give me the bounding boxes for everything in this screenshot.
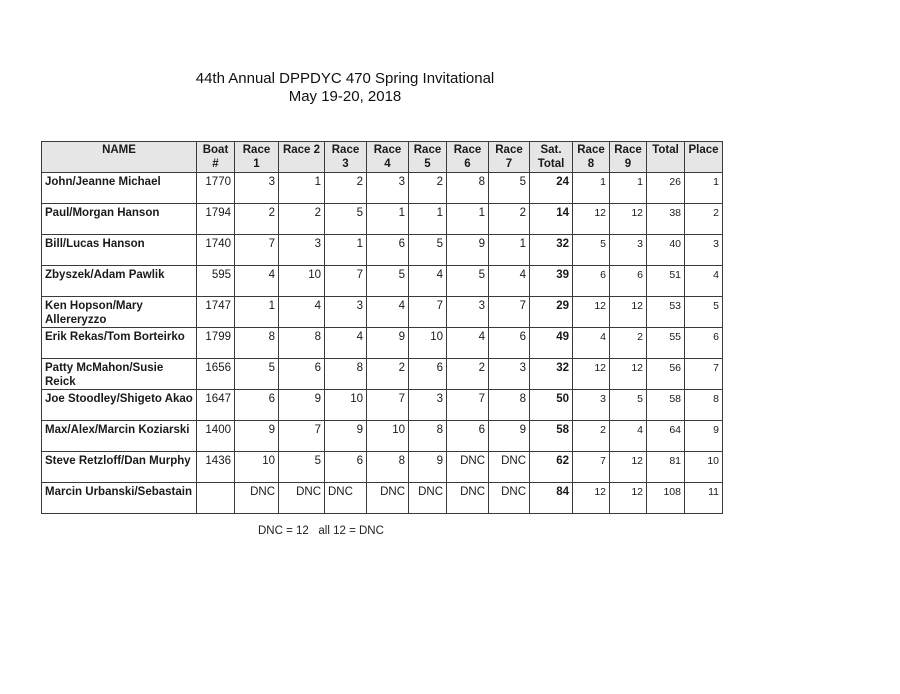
dnc-footnote: DNC = 12 all 12 = DNC — [258, 525, 384, 537]
cell-total: 56 — [647, 359, 685, 390]
cell-race-5: 8 — [409, 421, 447, 452]
cell-total: 40 — [647, 235, 685, 266]
cell-race-2: 7 — [279, 421, 325, 452]
cell-race-5: 3 — [409, 390, 447, 421]
cell-race-9: 6 — [610, 266, 647, 297]
cell-race-2: DNC — [279, 483, 325, 514]
cell-sat-total: 49 — [530, 328, 573, 359]
cell-race-3: 4 — [325, 328, 367, 359]
table-row — [42, 390, 723, 421]
cell-race-6: 8 — [447, 173, 489, 204]
cell-race-4: 4 — [367, 297, 409, 328]
cell-total: 58 — [647, 390, 685, 421]
cell-race-6: 2 — [447, 359, 489, 390]
cell-race-4: 8 — [367, 452, 409, 483]
cell-race-3: 1 — [325, 235, 367, 266]
table-row — [42, 204, 723, 235]
cell-total: 51 — [647, 266, 685, 297]
col-header-total: Total — [647, 142, 685, 173]
cell-race-9: 12 — [610, 452, 647, 483]
col-header-race-4: Race 4 — [367, 142, 409, 173]
cell-sat-total: 39 — [530, 266, 573, 297]
cell-sat-total: 24 — [530, 173, 573, 204]
cell-sat-total: 32 — [530, 359, 573, 390]
cell-race-1: 4 — [235, 266, 279, 297]
cell-race-4: 6 — [367, 235, 409, 266]
cell-place: 2 — [685, 204, 723, 235]
cell-race-7: 1 — [489, 235, 530, 266]
col-header-race-2: Race 2 — [279, 142, 325, 173]
cell-place: 1 — [685, 173, 723, 204]
cell-race-4: DNC — [367, 483, 409, 514]
table-row — [42, 452, 723, 483]
cell-place: 3 — [685, 235, 723, 266]
cell-race-2: 3 — [279, 235, 325, 266]
cell-race-6: DNC — [447, 483, 489, 514]
table-row — [42, 328, 723, 359]
cell-total: 108 — [647, 483, 685, 514]
cell-race-2: 2 — [279, 204, 325, 235]
cell-race-3: 10 — [325, 390, 367, 421]
cell-total: 53 — [647, 297, 685, 328]
cell-name: Steve Retzloff/Dan Murphy — [42, 452, 197, 483]
cell-sat-total: 50 — [530, 390, 573, 421]
cell-race-1: 5 — [235, 359, 279, 390]
cell-place: 4 — [685, 266, 723, 297]
cell-total: 38 — [647, 204, 685, 235]
cell-name: Marcin Urbanski/Sebastain — [42, 483, 197, 514]
cell-name: Zbyszek/Adam Pawlik — [42, 266, 197, 297]
cell-race-3: 3 — [325, 297, 367, 328]
cell-sat-total: 29 — [530, 297, 573, 328]
cell-race-6: 7 — [447, 390, 489, 421]
cell-race-2: 4 — [279, 297, 325, 328]
cell-race-5: 6 — [409, 359, 447, 390]
cell-race-3: 2 — [325, 173, 367, 204]
cell-race-3: 6 — [325, 452, 367, 483]
cell-race-7: DNC — [489, 452, 530, 483]
cell-race-7: 4 — [489, 266, 530, 297]
col-header-boat: Boat # — [197, 142, 235, 173]
cell-race-7: 3 — [489, 359, 530, 390]
cell-race-1: 7 — [235, 235, 279, 266]
cell-race-8: 7 — [573, 452, 610, 483]
cell-place: 9 — [685, 421, 723, 452]
cell-race-2: 6 — [279, 359, 325, 390]
cell-boat: 1747 — [197, 297, 235, 328]
col-header-name: NAME — [42, 142, 197, 173]
cell-race-5: 7 — [409, 297, 447, 328]
cell-place: 5 — [685, 297, 723, 328]
cell-race-3: 9 — [325, 421, 367, 452]
cell-name: Patty McMahon/Susie Reick — [42, 359, 197, 390]
col-header-place: Place — [685, 142, 723, 173]
col-header-race-1: Race 1 — [235, 142, 279, 173]
results-body — [42, 173, 723, 514]
cell-race-6: 4 — [447, 328, 489, 359]
cell-race-8: 5 — [573, 235, 610, 266]
cell-race-7: DNC — [489, 483, 530, 514]
event-dates: May 19-20, 2018 — [288, 88, 402, 105]
cell-race-3: 7 — [325, 266, 367, 297]
cell-race-4: 3 — [367, 173, 409, 204]
cell-boat: 595 — [197, 266, 235, 297]
table-row — [42, 421, 723, 452]
cell-race-2: 5 — [279, 452, 325, 483]
cell-boat: 1770 — [197, 173, 235, 204]
table-row — [42, 483, 723, 514]
results-table — [41, 141, 723, 514]
cell-race-9: 12 — [610, 483, 647, 514]
cell-total: 81 — [647, 452, 685, 483]
cell-place: 10 — [685, 452, 723, 483]
table-row — [42, 235, 723, 266]
cell-name: Paul/Morgan Hanson — [42, 204, 197, 235]
cell-race-6: 1 — [447, 204, 489, 235]
cell-race-2: 8 — [279, 328, 325, 359]
cell-boat: 1400 — [197, 421, 235, 452]
cell-race-5: 4 — [409, 266, 447, 297]
cell-race-2: 1 — [279, 173, 325, 204]
cell-race-7: 6 — [489, 328, 530, 359]
table-row — [42, 266, 723, 297]
cell-race-9: 12 — [610, 359, 647, 390]
col-header-race-7: Race 7 — [489, 142, 530, 173]
event-title: 44th Annual DPPDYC 470 Spring Invitational — [195, 70, 495, 87]
cell-race-6: 9 — [447, 235, 489, 266]
cell-race-5: 2 — [409, 173, 447, 204]
cell-race-6: 6 — [447, 421, 489, 452]
col-header-race-8: Race 8 — [573, 142, 610, 173]
cell-sat-total: 84 — [530, 483, 573, 514]
cell-boat: 1656 — [197, 359, 235, 390]
cell-race-3: DNC — [325, 483, 367, 514]
cell-race-8: 12 — [573, 483, 610, 514]
cell-race-1: DNC — [235, 483, 279, 514]
cell-race-1: 2 — [235, 204, 279, 235]
cell-race-8: 3 — [573, 390, 610, 421]
cell-race-7: 7 — [489, 297, 530, 328]
cell-race-9: 3 — [610, 235, 647, 266]
cell-name: Ken Hopson/Mary Allereryzzo — [42, 297, 197, 328]
table-row — [42, 359, 723, 390]
cell-race-3: 8 — [325, 359, 367, 390]
cell-name: Joe Stoodley/Shigeto Akao — [42, 390, 197, 421]
cell-race-8: 12 — [573, 297, 610, 328]
col-header-race-9: Race 9 — [610, 142, 647, 173]
cell-race-8: 12 — [573, 359, 610, 390]
cell-boat: 1799 — [197, 328, 235, 359]
cell-place: 11 — [685, 483, 723, 514]
cell-race-1: 10 — [235, 452, 279, 483]
cell-race-6: 3 — [447, 297, 489, 328]
cell-race-1: 9 — [235, 421, 279, 452]
cell-race-5: 10 — [409, 328, 447, 359]
cell-race-9: 4 — [610, 421, 647, 452]
cell-race-5: DNC — [409, 483, 447, 514]
cell-race-9: 5 — [610, 390, 647, 421]
cell-race-9: 12 — [610, 297, 647, 328]
cell-race-4: 7 — [367, 390, 409, 421]
cell-race-8: 2 — [573, 421, 610, 452]
cell-race-7: 8 — [489, 390, 530, 421]
header-row — [42, 142, 723, 173]
cell-boat: 1740 — [197, 235, 235, 266]
cell-race-1: 3 — [235, 173, 279, 204]
cell-total: 64 — [647, 421, 685, 452]
table-row — [42, 173, 723, 204]
cell-place: 8 — [685, 390, 723, 421]
cell-race-5: 5 — [409, 235, 447, 266]
cell-race-1: 8 — [235, 328, 279, 359]
document-header — [170, 70, 520, 106]
cell-race-5: 1 — [409, 204, 447, 235]
cell-race-4: 9 — [367, 328, 409, 359]
cell-race-9: 1 — [610, 173, 647, 204]
col-header-sat-total: Sat. Total — [530, 142, 573, 173]
cell-race-4: 1 — [367, 204, 409, 235]
col-header-race-6: Race 6 — [447, 142, 489, 173]
cell-total: 55 — [647, 328, 685, 359]
cell-race-3: 5 — [325, 204, 367, 235]
cell-name: Bill/Lucas Hanson — [42, 235, 197, 266]
cell-race-1: 1 — [235, 297, 279, 328]
cell-name: John/Jeanne Michael — [42, 173, 197, 204]
cell-place: 7 — [685, 359, 723, 390]
cell-race-9: 12 — [610, 204, 647, 235]
cell-place: 6 — [685, 328, 723, 359]
cell-boat: 1794 — [197, 204, 235, 235]
cell-race-4: 2 — [367, 359, 409, 390]
cell-race-8: 12 — [573, 204, 610, 235]
cell-sat-total: 32 — [530, 235, 573, 266]
cell-race-4: 10 — [367, 421, 409, 452]
cell-race-9: 2 — [610, 328, 647, 359]
cell-sat-total: 58 — [530, 421, 573, 452]
cell-race-8: 4 — [573, 328, 610, 359]
cell-race-8: 6 — [573, 266, 610, 297]
cell-race-7: 5 — [489, 173, 530, 204]
cell-total: 26 — [647, 173, 685, 204]
cell-race-2: 10 — [279, 266, 325, 297]
cell-race-6: 5 — [447, 266, 489, 297]
cell-boat: 1436 — [197, 452, 235, 483]
cell-race-1: 6 — [235, 390, 279, 421]
cell-boat — [197, 483, 235, 514]
cell-sat-total: 14 — [530, 204, 573, 235]
cell-race-4: 5 — [367, 266, 409, 297]
table-row — [42, 297, 723, 328]
cell-race-8: 1 — [573, 173, 610, 204]
cell-race-7: 2 — [489, 204, 530, 235]
cell-sat-total: 62 — [530, 452, 573, 483]
col-header-race-5: Race 5 — [409, 142, 447, 173]
cell-boat: 1647 — [197, 390, 235, 421]
col-header-race-3: Race 3 — [325, 142, 367, 173]
cell-race-2: 9 — [279, 390, 325, 421]
cell-name: Max/Alex/Marcin Koziarski — [42, 421, 197, 452]
cell-race-7: 9 — [489, 421, 530, 452]
cell-race-6: DNC — [447, 452, 489, 483]
cell-name: Erik Rekas/Tom Borteirko — [42, 328, 197, 359]
cell-race-5: 9 — [409, 452, 447, 483]
